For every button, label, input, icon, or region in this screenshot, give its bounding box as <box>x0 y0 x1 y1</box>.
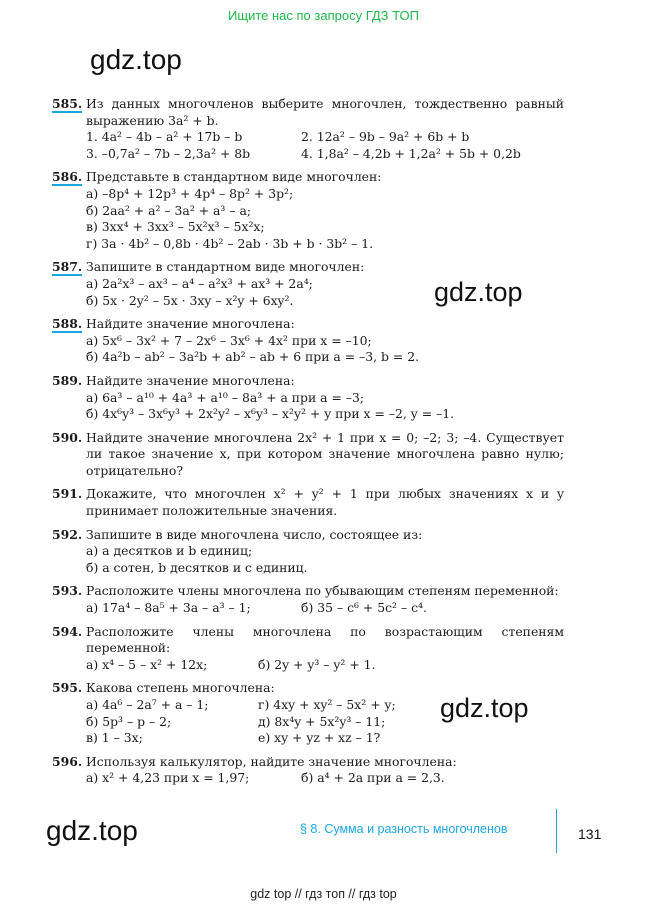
watermark: gdz.top <box>440 693 529 723</box>
footer-divider <box>556 809 557 853</box>
problem-594 <box>52 624 564 674</box>
problem-text: Из данных многочленов выберите многочлен, тождественно равный выражению 3a² + b. <box>86 96 564 128</box>
list-item: е) xy + yz + xz – 1? <box>258 730 381 746</box>
problem-number: 592. <box>52 526 83 542</box>
list-item: б) 4a²b – ab² – 3a²b + ab² – ab + 6 при a = –3, b = 2. <box>86 349 420 365</box>
problem-text: Расположите члены многочлена по убывающим степеням переменной: <box>86 583 559 599</box>
option: 3. –0,7a² – 7b – 2,3a² + 8b <box>86 145 251 161</box>
page-number: 131 <box>578 826 602 842</box>
problem-number: 593. <box>52 583 83 599</box>
problem-number: 591. <box>52 486 83 502</box>
option: 1. 4a² – 4b – a² + 17b – b <box>86 129 243 145</box>
list-item: а) x² + 4,23 при x = 1,97; <box>86 770 250 786</box>
watermark: gdz.top <box>46 815 138 846</box>
problem-number: 586. <box>52 169 83 185</box>
problem-number: 589. <box>52 372 83 388</box>
list-item: г) 3a · 4b² – 0,8b · 4b² – 2ab · 3b + b · 3b² – 1. <box>86 235 374 251</box>
problem-text: Докажите, что многочлен x² + y² + 1 при любых значениях x и y принимает положительные значения. <box>86 486 564 519</box>
list-item: б) 5p³ – p – 2; <box>86 713 172 729</box>
problem-text: Запишите в стандартном виде многочлен: <box>86 259 365 275</box>
option: 2. 12a² – 9b – 9a² + 6b + b <box>301 129 470 145</box>
problem-text: Найдите значение многочлена 2x² + 1 при x = 0; –2; 3; –4. Существует ли такое значение x, при котором значение многочлена равно нулю; отрицательно? <box>86 429 564 478</box>
problem-list <box>52 96 564 794</box>
watermark: gdz.top <box>434 277 523 307</box>
list-item: а) x⁴ – 5 – x² + 12x; <box>86 656 208 672</box>
problem-number: 595. <box>52 680 83 696</box>
section-title: § 8. Сумма и разность многочленов <box>300 822 508 836</box>
problem-593 <box>52 583 564 616</box>
problem-590 <box>52 430 564 480</box>
problem-number: 585. <box>52 96 83 111</box>
problem-text: Расположите члены многочлена по возрастающим степеням переменной: <box>86 623 564 656</box>
list-item: а) 4a⁶ – 2a⁷ + a – 1; <box>86 697 209 712</box>
list-item: б) a сотен, b десятков и c единиц. <box>86 559 308 575</box>
problem-591 <box>52 486 564 519</box>
list-item: а) 5x⁶ – 3x² + 7 – 2x⁶ – 3x⁶ + 4x² при x = –10; <box>86 332 372 348</box>
list-item: д) 8x⁴y + 5x²y³ – 11; <box>258 713 386 729</box>
top-banner: Ищите нас по запросу ГДЗ ТОП <box>228 8 419 23</box>
bottom-banner: gdz top // гдз топ // гдз top <box>250 887 397 901</box>
problem-589 <box>52 373 564 423</box>
list-item: б) 2y + y³ – y² + 1. <box>258 656 376 672</box>
problem-number: 588. <box>52 316 83 332</box>
problem-text: Используя калькулятор, найдите значение многочлена: <box>86 753 457 769</box>
problem-number: 596. <box>52 753 83 769</box>
list-item: в) 1 – 3x; <box>86 730 143 746</box>
problem-text: Какова степень многочлена: <box>86 680 275 696</box>
problem-text: Найдите значение многочлена: <box>86 372 295 388</box>
problem-588 <box>52 316 564 366</box>
list-item: а) a десятков и b единиц; <box>86 543 253 559</box>
problem-text: Найдите значение многочлена: <box>86 316 295 332</box>
problem-586 <box>52 169 564 252</box>
list-item: в) 3xx⁴ + 3xx³ – 5x²x³ – 5x²x; <box>86 219 265 235</box>
list-item: г) 4xy + xy² – 5x² + y; <box>258 697 396 712</box>
problem-595 <box>52 680 564 746</box>
option: 4. 1,8a² – 4,2b + 1,2a² + 5b + 0,2b <box>301 145 521 161</box>
problem-585 <box>52 96 564 162</box>
list-item: б) a⁴ + 2a при a = 2,3. <box>301 770 445 786</box>
list-item: а) 17a⁴ – 8a⁵ + 3a – a³ – 1; <box>86 600 251 616</box>
problem-number: 587. <box>52 259 83 275</box>
list-item: б) 2aa² + a² – 3a² + a³ – a; <box>86 202 252 218</box>
problem-text: Представьте в стандартном виде многочлен: <box>86 169 382 185</box>
problem-text: Запишите в виде многочлена число, состоящее из: <box>86 526 423 542</box>
problem-number: 590. <box>52 429 83 445</box>
list-item: а) 2a²x³ – ax³ – a⁴ – a²x³ + ax³ + 2a⁴; <box>86 275 313 291</box>
list-item: б) 35 – c⁶ + 5c² – c⁴. <box>301 600 427 616</box>
list-item: а) 6a³ – a¹⁰ + 4a³ + a¹⁰ – 8a³ + a при a = –3; <box>86 389 365 405</box>
problem-587 <box>52 259 564 309</box>
list-item: б) 5x · 2y² – 5x · 3xy – x²y + 6xy². <box>86 292 294 308</box>
watermark: gdz.top <box>90 44 182 75</box>
list-item: а) –8p⁴ + 12p³ + 4p⁴ – 8p² + 3p²; <box>86 185 294 201</box>
problem-596 <box>52 754 564 787</box>
problem-number: 594. <box>52 623 83 639</box>
problem-592 <box>52 527 564 577</box>
list-item: б) 4x⁶y³ – 3x⁶y³ + 2x²y² – x⁶y³ – x²y² + y при x = –2, y = –1. <box>86 406 455 422</box>
